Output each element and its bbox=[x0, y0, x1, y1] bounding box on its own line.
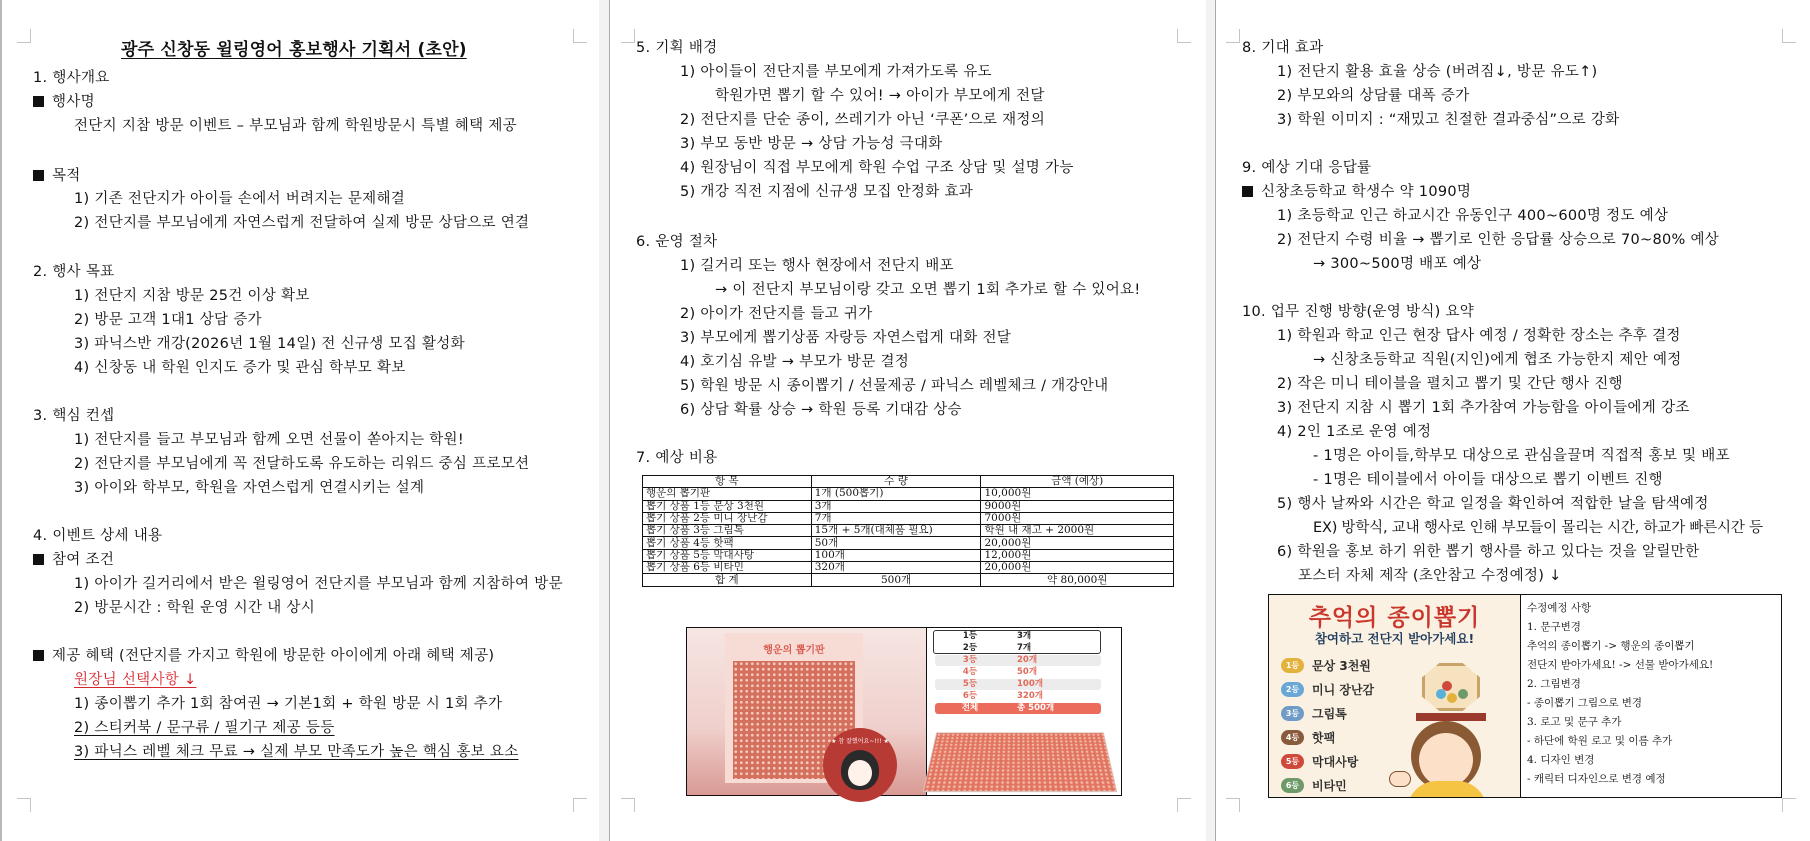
list-item: 6) 상담 확률 상승 → 학원 등록 기대감 상승 bbox=[680, 402, 962, 418]
poster-prize-item: 2등 미니 장난감 bbox=[1281, 677, 1374, 701]
page-gutter bbox=[1205, 0, 1216, 841]
table-row bbox=[643, 549, 1174, 561]
note-line: 전단지 받아가세요! -> 선물 받아가세요! bbox=[1527, 659, 1714, 671]
poster-revision-notes bbox=[1521, 595, 1781, 797]
table-cell: 행운의 뽑기판 bbox=[643, 488, 812, 500]
square-bullet-icon bbox=[33, 96, 44, 107]
list-item: 3) 부모 동반 방문 → 상담 가능성 극대화 bbox=[680, 136, 943, 152]
table-row bbox=[643, 500, 1174, 512]
note-line: 2. 그림변경 bbox=[1527, 678, 1581, 690]
margin-corner-mark bbox=[1177, 29, 1191, 43]
section-heading: 9. 예상 기대 응답률 bbox=[1242, 160, 1372, 176]
table-cell: 7000원 bbox=[981, 512, 1174, 524]
margin-corner-mark bbox=[1226, 29, 1240, 43]
table-row bbox=[643, 562, 1174, 574]
director-choice-note: 원장님 선택사항 ↓ bbox=[74, 672, 197, 688]
table-cell: 10,000원 bbox=[981, 488, 1174, 500]
raffle-board-photo bbox=[687, 628, 927, 795]
prize-table bbox=[935, 631, 1101, 715]
list-item: 2) 작은 미니 테이블을 펼치고 뽑기 및 간단 행사 진행 bbox=[1277, 376, 1623, 392]
list-item: 5) 개강 직전 지점에 신규생 모집 안정화 효과 bbox=[680, 184, 974, 200]
note-line: 4. 디자인 변경 bbox=[1527, 754, 1595, 766]
table-cell: 1개 (500뽑기) bbox=[811, 488, 981, 500]
section-heading: 1. 행사개요 bbox=[33, 70, 110, 86]
list-item: 1) 아이들이 전단지를 부모에게 가져가도록 유도 bbox=[680, 64, 992, 80]
table-cell: 뽑기 상품 3등 그림톡 bbox=[643, 525, 812, 537]
table-cell: 20,000원 bbox=[981, 537, 1174, 549]
section-heading: 7. 예상 비용 bbox=[636, 450, 718, 466]
margin-corner-mark bbox=[17, 29, 31, 43]
event-name-text: 전단지 지참 방문 이벤트 – 부모님과 함께 학원방문시 특별 혜택 제공 bbox=[74, 118, 517, 134]
list-item: 학원가면 뽑기 할 수 있어! → 아이가 부모에게 전달 bbox=[715, 88, 1045, 104]
list-item: 2) 전단지를 단순 종이, 쓰레기가 아닌 ‘쿠폰’으로 재정의 bbox=[680, 112, 1046, 128]
margin-corner-mark bbox=[1782, 798, 1796, 812]
prize-row: 5등 100개 bbox=[935, 679, 1101, 690]
prize-row: 3등 20개 bbox=[935, 655, 1101, 666]
character-face-icon bbox=[841, 750, 879, 790]
document-page-3 bbox=[1216, 0, 1810, 841]
poster-artwork bbox=[1269, 595, 1521, 797]
raffle-board-title: 행운의 뽑기판 bbox=[763, 644, 825, 656]
subsection-heading: 행사명 bbox=[33, 92, 95, 112]
document-title: 광주 신창동 윌링영어 홍보행사 기획서 (초안) bbox=[121, 40, 467, 60]
square-bullet-icon bbox=[33, 170, 44, 181]
page-gutter bbox=[598, 0, 610, 841]
section-heading: 4. 이벤트 상세 내용 bbox=[33, 528, 163, 544]
poster-prize-item: 3등 그림톡 bbox=[1281, 701, 1374, 725]
margin-corner-mark bbox=[1226, 798, 1240, 812]
column-header: 금액 (예상) bbox=[981, 476, 1174, 488]
poster-prize-item: 6등 비타민 bbox=[1281, 773, 1374, 797]
praise-badge: ★ 참 잘했어요~!!! ★ bbox=[823, 728, 897, 802]
poster-draft-image bbox=[1268, 594, 1782, 798]
table-row bbox=[643, 512, 1174, 524]
gacha-machine-icon bbox=[1414, 663, 1492, 725]
list-item: 1) 학원과 학교 인근 현장 답사 예정 / 정확한 장소는 추후 결정 bbox=[1277, 328, 1681, 344]
table-cell: 15개 + 5개(대체품 필요) bbox=[811, 525, 981, 537]
list-item: - 1명은 테이블에서 아이들 대상으로 뽑기 이벤트 진행 bbox=[1313, 472, 1663, 488]
table-cell: 7개 bbox=[811, 512, 981, 524]
table-cell: 50개 bbox=[811, 537, 981, 549]
list-item: 2) 전단지 수령 비율 → 뽑기로 인한 응답률 상승으로 70~80% 예상 bbox=[1277, 232, 1720, 248]
margin-corner-mark bbox=[1177, 798, 1191, 812]
list-item: 2) 스티커북 / 문구류 / 필기구 제공 등등 bbox=[74, 720, 335, 736]
list-item: 2) 방문 고객 1대1 상담 증가 bbox=[74, 312, 262, 328]
section-heading: 2. 행사 목표 bbox=[33, 264, 115, 280]
note-line: 1. 문구변경 bbox=[1527, 621, 1581, 633]
square-bullet-icon bbox=[33, 554, 44, 565]
margin-corner-mark bbox=[621, 798, 635, 812]
list-item: 1) 초등학교 인근 하교시간 유동인구 400~600명 정도 예상 bbox=[1277, 208, 1669, 224]
list-item: 2) 방문시간 : 학원 운영 시간 내 상시 bbox=[74, 600, 316, 616]
prize-row: 1등 3개 bbox=[962, 631, 1032, 641]
column-header: 수 량 bbox=[811, 476, 981, 488]
prize-row: 6등 320개 bbox=[962, 691, 1043, 701]
margin-corner-mark bbox=[621, 29, 635, 43]
list-item: 1) 기존 전단지가 아이들 손에서 버려지는 문제해결 bbox=[74, 191, 406, 207]
prize-total-row: 전체 총 500개 bbox=[935, 703, 1101, 714]
list-item: 5) 행사 날짜와 시간은 학교 일정을 확인하여 적합한 날을 탐색예정 bbox=[1277, 496, 1709, 512]
margin-corner-mark bbox=[573, 29, 587, 43]
table-cell: 12,000원 bbox=[981, 549, 1174, 561]
list-item: 1) 종이뽑기 추가 1회 참여권 → 기본1회 + 학원 방문 시 1회 추가 bbox=[74, 696, 503, 712]
list-item: 4) 신창동 내 학원 인지도 증가 및 관심 학부모 확보 bbox=[74, 360, 406, 376]
poster-prize-list bbox=[1281, 653, 1374, 797]
list-item: 1) 전단지 활용 효율 상승 (버려짐↓, 방문 유도↑) bbox=[1277, 64, 1598, 80]
list-item: 3) 학원 이미지 : “재밌고 친절한 결과중심”으로 강화 bbox=[1277, 112, 1620, 128]
list-item: 4) 원장님이 직접 부모에게 학원 수업 구조 상담 및 설명 가능 bbox=[680, 160, 1074, 176]
list-item: 3) 전단지 지참 시 뽑기 1회 추가참여 가능함을 아이들에게 강조 bbox=[1277, 400, 1690, 416]
note-line: - 캐릭터 디자인으로 변경 예정 bbox=[1527, 773, 1666, 785]
cost-table bbox=[642, 475, 1174, 587]
notes-heading: 수정예정 사항 bbox=[1527, 602, 1592, 614]
margin-corner-mark bbox=[17, 798, 31, 812]
table-cell: 320개 bbox=[811, 562, 981, 574]
table-cell: 3개 bbox=[811, 500, 981, 512]
table-cell: 100개 bbox=[811, 549, 981, 561]
poster-title: 추억의 종이뽑기 bbox=[1308, 605, 1481, 631]
column-header: 항 목 bbox=[643, 476, 812, 488]
table-cell: 뽑기 상품 6등 비타민 bbox=[643, 562, 812, 574]
note-line: 3. 로고 및 문구 추가 bbox=[1527, 716, 1622, 728]
subsection-heading: 신창초등학교 학생수 약 1090명 bbox=[1242, 182, 1471, 202]
list-item: EX) 방학식, 교내 행사로 인해 부모들이 몰리는 시간, 하교가 빠른시간 등 bbox=[1313, 520, 1763, 536]
square-bullet-icon bbox=[1242, 186, 1253, 197]
list-item: 2) 전단지를 부모님에게 자연스럽게 전달하여 실제 방문 상담으로 연결 bbox=[74, 215, 530, 231]
section-heading: 10. 업무 진행 방향(운영 방식) 요약 bbox=[1242, 304, 1475, 320]
table-cell: 500개 bbox=[811, 574, 981, 586]
poster-subtitle: 참여하고 전단지 받아가세요! bbox=[1314, 631, 1475, 646]
table-cell: 약 80,000원 bbox=[981, 574, 1174, 586]
list-item: 5) 학원 방문 시 종이뽑기 / 선물제공 / 파닉스 레벨체크 / 개강안내 bbox=[680, 378, 1109, 394]
list-item: 3) 부모에게 뽑기상품 자랑등 자연스럽게 대화 전달 bbox=[680, 330, 1012, 346]
table-row bbox=[643, 525, 1174, 537]
table-cell: 9000원 bbox=[981, 500, 1174, 512]
document-page-2 bbox=[610, 0, 1206, 841]
list-item: → 신창초등학교 직원(지인)에게 협조 가능한지 제안 예정 bbox=[1313, 352, 1682, 368]
table-cell: 합 계 bbox=[643, 574, 812, 586]
prize-row: 4등 50개 bbox=[962, 667, 1038, 677]
list-item: 3) 파닉스반 개강(2026년 1월 14일) 전 신규생 모집 활성화 bbox=[74, 336, 465, 352]
list-item: 포스터 자체 제작 (초안참고 수정예정) ↓ bbox=[1298, 568, 1562, 584]
table-row bbox=[643, 537, 1174, 549]
table-cell: 뽑기 상품 4등 핫팩 bbox=[643, 537, 812, 549]
margin-corner-mark bbox=[573, 798, 587, 812]
section-heading: 6. 운영 절차 bbox=[636, 234, 718, 250]
note-line: 추억의 종이뽑기 -> 행운의 종이뽑기 bbox=[1527, 640, 1695, 652]
poster-prize-item: 4등 핫팩 bbox=[1281, 725, 1374, 749]
list-item: 2) 부모와의 상담률 대폭 증가 bbox=[1277, 88, 1470, 104]
raffle-board-image bbox=[686, 627, 1122, 796]
list-item: 1) 전단지를 들고 부모님과 함께 오면 선물이 쏟아지는 학원! bbox=[74, 432, 464, 448]
table-cell: 뽑기 상품 5등 막대사탕 bbox=[643, 549, 812, 561]
list-item: 1) 아이가 길거리에서 받은 윌링영어 전단지를 부모님과 함께 지참하여 방문 bbox=[74, 576, 563, 592]
note-line: - 종이뽑기 그림으로 변경 bbox=[1527, 697, 1642, 709]
subsection-heading: 참여 조건 bbox=[33, 550, 114, 570]
child-character-icon bbox=[1389, 721, 1499, 797]
section-heading: 5. 기획 배경 bbox=[636, 40, 718, 56]
section-heading: 3. 핵심 컨셉 bbox=[33, 408, 115, 424]
raffle-board-perspective-photo bbox=[923, 732, 1118, 792]
table-cell: 학원 내 재고 + 2000원 bbox=[981, 525, 1174, 537]
list-item: 1) 길거리 또는 행사 현장에서 전단지 배포 bbox=[680, 258, 954, 274]
table-cell: 뽑기 상품 2등 미니 장난감 bbox=[643, 512, 812, 524]
document-page-1 bbox=[0, 0, 599, 841]
table-cell: 20,000원 bbox=[981, 562, 1174, 574]
poster-prize-item: 5등 막대사탕 bbox=[1281, 749, 1374, 773]
list-item: → 이 전단지 부모님이랑 갖고 오면 뽑기 1회 추가로 할 수 있어요! bbox=[715, 282, 1141, 298]
prize-row: 2등 7개 bbox=[962, 643, 1032, 653]
subsection-heading: 제공 혜택 (전단지를 가지고 학원에 방문한 아이에게 아래 혜택 제공) bbox=[33, 646, 494, 666]
note-line: - 하단에 학원 로고 및 이름 추가 bbox=[1527, 735, 1673, 747]
table-header-row bbox=[643, 476, 1174, 488]
list-item: 4) 호기심 유발 → 부모가 방문 결정 bbox=[680, 354, 910, 370]
margin-corner-mark bbox=[1782, 29, 1796, 43]
list-item: - 1명은 아이들,학부모 대상으로 관심을끌며 직접적 홍보 및 배포 bbox=[1313, 448, 1730, 464]
square-bullet-icon bbox=[33, 650, 44, 661]
subsection-heading: 목적 bbox=[33, 166, 81, 186]
list-item: → 300~500명 배포 예상 bbox=[1313, 256, 1482, 272]
list-item: 3) 아이와 학부모, 학원을 자연스럽게 연결시키는 설계 bbox=[74, 480, 425, 496]
poster-prize-item: 1등 문상 3천원 bbox=[1281, 653, 1374, 677]
list-item: 3) 파닉스 레벨 체크 무료 → 실제 부모 만족도가 높은 핵심 홍보 요소 bbox=[74, 744, 519, 760]
table-row bbox=[643, 488, 1174, 500]
table-cell: 뽑기 상품 1등 문상 3천원 bbox=[643, 500, 812, 512]
list-item: 2) 전단지를 부모님에게 꼭 전달하도록 유도하는 리워드 중심 프로모션 bbox=[74, 456, 530, 472]
list-item: 4) 2인 1조로 운영 예정 bbox=[1277, 424, 1432, 440]
list-item: 2) 아이가 전단지를 들고 귀가 bbox=[680, 306, 873, 322]
section-heading: 8. 기대 효과 bbox=[1242, 40, 1324, 56]
prize-list-image bbox=[927, 628, 1121, 795]
list-item: 6) 학원을 홍보 하기 위한 뽑기 행사를 하고 있다는 것을 알릴만한 bbox=[1277, 544, 1700, 560]
list-item: 1) 전단지 지참 방문 25건 이상 확보 bbox=[74, 288, 310, 304]
table-total-row bbox=[643, 574, 1174, 586]
